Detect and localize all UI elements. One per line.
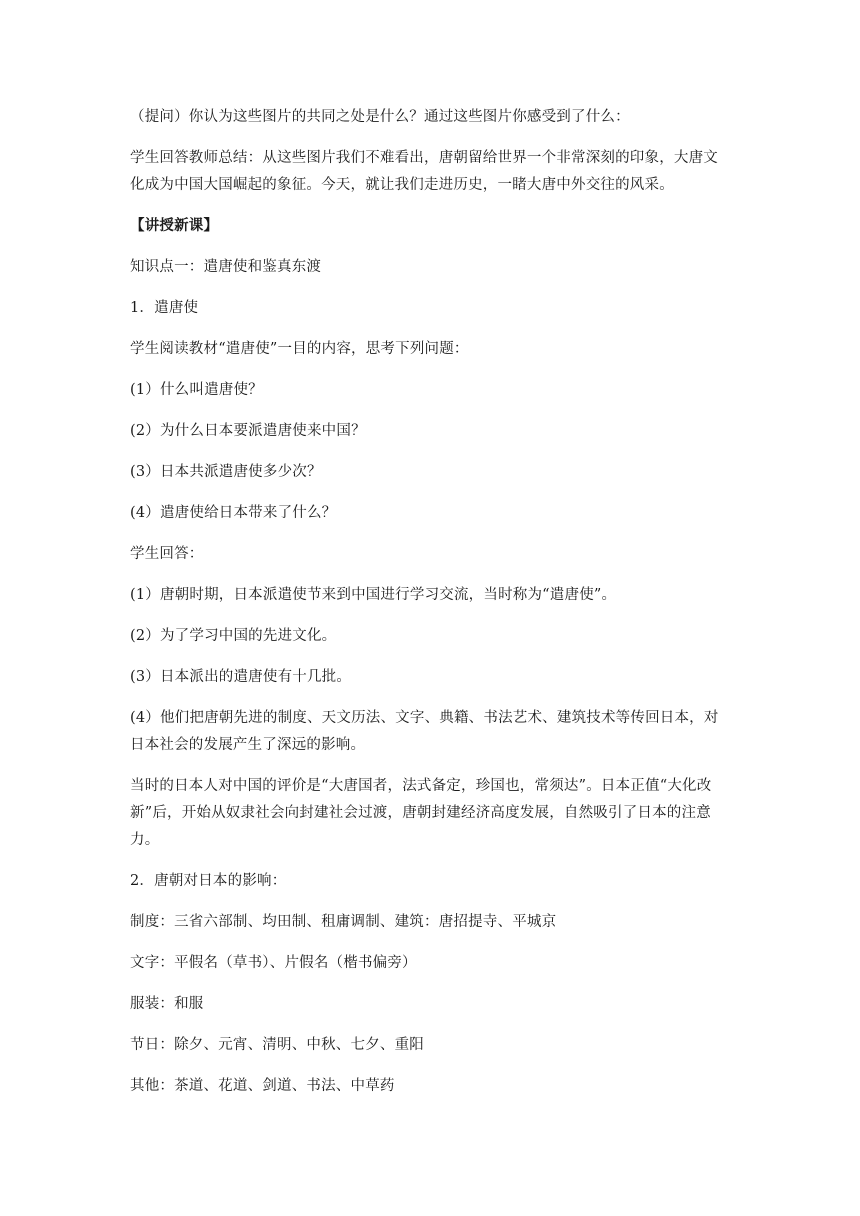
subsection-title: 1．遣唐使 xyxy=(130,300,199,316)
document-page xyxy=(130,104,730,1114)
subsection-title: 2．唐朝对日本的影响： xyxy=(130,873,287,889)
answer-label: 学生回答： xyxy=(130,546,204,562)
question-item: (3）日本共派遣唐使多少次？ xyxy=(130,464,322,480)
reading-instruction: 学生阅读教材“遣唐使”一目的内容，思考下列问题： xyxy=(130,341,469,357)
influence-item: 其他：茶道、花道、剑道、书法、中草药 xyxy=(130,1078,395,1094)
answer-item: (4）他们把唐朝先进的制度、天文历法、文字、典籍、书法艺术、建筑技术等传回日本，对日本社会的发展产生了深远的影响。 xyxy=(130,710,719,753)
answer-item: (3）日本派出的遣唐使有十几批。 xyxy=(130,669,352,685)
influence-item: 服装：和服 xyxy=(130,996,204,1012)
question-item: (1）什么叫遣唐使？ xyxy=(130,382,263,398)
answer-item: (1）唐朝时期，日本派遣使节来到中国进行学习交流，当时称为“遣唐使”。 xyxy=(130,587,617,603)
answer-item: (2）为了学习中国的先进文化。 xyxy=(130,628,337,644)
question-intro: （提问）你认为这些图片的共同之处是什么？通过这些图片你感受到了什么： xyxy=(130,109,630,125)
section-heading: 【讲授新课】 xyxy=(130,218,219,234)
influence-item: 节日：除夕、元宵、清明、中秋、七夕、重阳 xyxy=(130,1037,424,1053)
knowledge-point-title: 知识点一：遣唐使和鉴真东渡 xyxy=(130,259,322,275)
influence-item: 文字：平假名（草书）、片假名（楷书偏旁） xyxy=(130,955,417,971)
context-paragraph: 当时的日本人对中国的评价是“大唐国者，法式备定，珍国也，常须达”。日本正值“大化改新”后，开始从奴隶社会向封建社会过渡，唐朝封建经济高度发展，自然吸引了日本的注意力。 xyxy=(130,778,712,848)
question-item: (2）为什么日本要派遣唐使来中国？ xyxy=(130,423,366,439)
influence-item: 制度：三省六部制、均田制、租庸调制、建筑：唐招提寺、平城京 xyxy=(130,914,557,930)
teacher-summary: 学生回答教师总结：从这些图片我们不难看出，唐朝留给世界一个非常深刻的印象，大唐文化成为中国大国崛起的象征。今天，就让我们走进历史，一睹大唐中外交往的风采。 xyxy=(130,150,718,193)
question-item: (4）遣唐使给日本带来了什么？ xyxy=(130,505,337,521)
